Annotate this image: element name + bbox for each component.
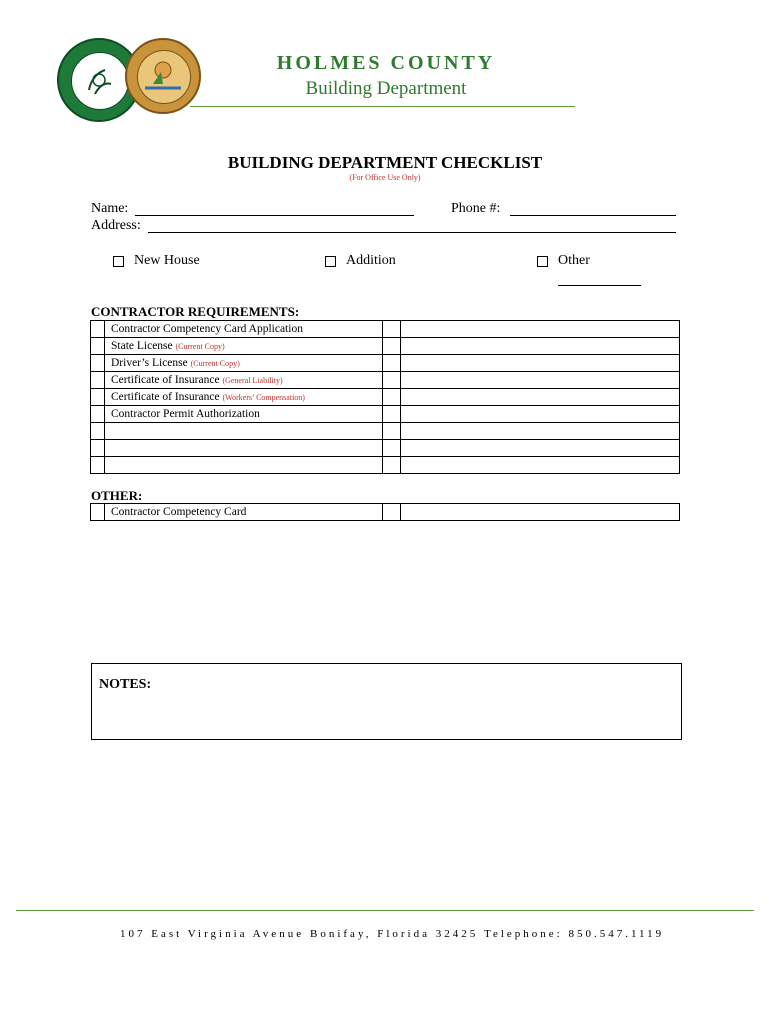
table-row [91, 504, 680, 521]
check-cell[interactable] [91, 440, 105, 457]
other-label: Other [558, 253, 590, 268]
table-row [91, 389, 680, 406]
notes-box[interactable] [91, 663, 682, 740]
check-cell[interactable] [91, 321, 105, 338]
table-row [91, 338, 680, 355]
requirement-cell [105, 406, 383, 423]
comment-cell[interactable] [401, 321, 680, 338]
requirement-cell [105, 457, 383, 474]
contractor-requirements-table [90, 320, 680, 474]
requirement-label: Contractor Competency Card [111, 506, 247, 518]
requirement-note: (Current Copy) [175, 342, 225, 351]
address-label: Address: [91, 218, 141, 233]
check-cell[interactable] [91, 457, 105, 474]
check-cell[interactable] [91, 372, 105, 389]
address-field[interactable] [148, 232, 676, 233]
comment-cell[interactable] [401, 504, 680, 521]
comment-cell[interactable] [401, 406, 680, 423]
check-cell[interactable] [91, 338, 105, 355]
check-cell[interactable] [383, 389, 401, 406]
name-label: Name: [91, 201, 129, 216]
check-cell[interactable] [383, 321, 401, 338]
check-cell[interactable] [91, 504, 105, 521]
footer-phone: Telephone: 850.547.1119 [484, 928, 665, 940]
contractor-requirements-heading: CONTRACTOR REQUIREMENTS: [91, 304, 300, 319]
requirement-label: Certificate of Insurance [111, 374, 220, 386]
requirement-cell [105, 389, 383, 406]
check-cell[interactable] [91, 355, 105, 372]
option-addition[interactable] [325, 253, 396, 269]
other-checkbox[interactable] [537, 256, 548, 267]
requirement-note: (Workers’ Compensation) [222, 393, 305, 402]
other-specify-field[interactable] [558, 285, 641, 286]
comment-cell[interactable] [401, 423, 680, 440]
table-row [91, 406, 680, 423]
requirement-label: Certificate of Insurance [111, 391, 220, 403]
check-cell[interactable] [91, 389, 105, 406]
addition-checkbox[interactable] [325, 256, 336, 267]
footer-city: Bonifay, Florida 32425 [310, 928, 479, 940]
requirement-cell [105, 423, 383, 440]
other-table [90, 503, 680, 521]
comment-cell[interactable] [401, 389, 680, 406]
header-divider [190, 106, 575, 107]
requirement-cell [105, 355, 383, 372]
notes-label: NOTES: [99, 677, 152, 692]
addition-label: Addition [346, 253, 396, 268]
option-new-house[interactable] [113, 253, 200, 269]
requirement-cell [105, 440, 383, 457]
table-row [91, 372, 680, 389]
check-cell[interactable] [383, 338, 401, 355]
check-cell[interactable] [383, 372, 401, 389]
new-house-checkbox[interactable] [113, 256, 124, 267]
requirement-cell [105, 372, 383, 389]
other-heading: OTHER: [91, 488, 143, 503]
check-cell[interactable] [383, 440, 401, 457]
table-row [91, 440, 680, 457]
table-row [91, 457, 680, 474]
document-title: BUILDING DEPARTMENT CHECKLIST [227, 153, 543, 172]
check-cell[interactable] [383, 457, 401, 474]
check-cell[interactable] [383, 406, 401, 423]
org-name: HOLMES COUNTY [276, 52, 496, 74]
option-other[interactable] [537, 253, 590, 269]
requirement-label: State License [111, 340, 173, 352]
table-row [91, 321, 680, 338]
requirement-label: Contractor Permit Authorization [111, 408, 260, 420]
requirement-note: (Current Copy) [190, 359, 240, 368]
office-use-note: (For Office Use Only) [349, 173, 421, 182]
comment-cell[interactable] [401, 372, 680, 389]
comment-cell[interactable] [401, 338, 680, 355]
comment-cell[interactable] [401, 440, 680, 457]
requirement-label: Contractor Competency Card Application [111, 323, 303, 335]
requirement-note: (General Liability) [222, 376, 283, 385]
table-row [91, 423, 680, 440]
phone-field[interactable] [510, 215, 676, 216]
requirement-cell [105, 338, 383, 355]
footer-divider [16, 910, 754, 911]
name-field[interactable] [135, 215, 414, 216]
org-department: Building Department [305, 78, 467, 99]
state-seal-logo [125, 38, 201, 114]
comment-cell[interactable] [401, 457, 680, 474]
comment-cell[interactable] [401, 355, 680, 372]
requirement-label: Driver’s License [111, 357, 188, 369]
new-house-label: New House [134, 253, 200, 268]
check-cell[interactable] [91, 406, 105, 423]
check-cell[interactable] [91, 423, 105, 440]
footer-address: 107 East Virginia Avenue [120, 928, 305, 940]
check-cell[interactable] [383, 355, 401, 372]
requirement-cell [105, 321, 383, 338]
check-cell[interactable] [383, 504, 401, 521]
phone-label: Phone #: [451, 201, 501, 216]
table-row [91, 355, 680, 372]
requirement-cell [105, 504, 383, 521]
check-cell[interactable] [383, 423, 401, 440]
